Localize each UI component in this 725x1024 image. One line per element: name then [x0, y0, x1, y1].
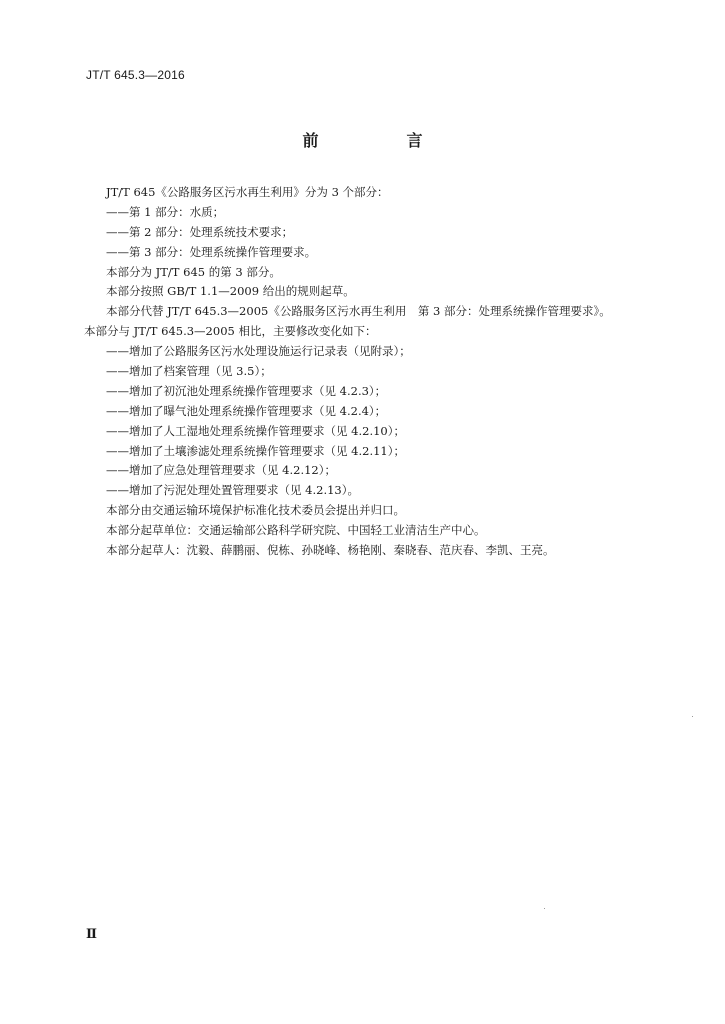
list-item-change: ——增加了土壤渗滤处理系统操作管理要求（见 4.2.11）； [106, 443, 405, 458]
list-item-change: ——增加了档案管理（见 3.5）； [106, 364, 272, 379]
paragraph-drafting-units: 本部分起草单位：交通运输部公路科学研究院、中国轻工业清洁生产中心。 [106, 523, 486, 538]
paragraph-replaces: 本部分代替 JT/T 645.3—2005《公路服务区污水再生利用 第 3 部分：处理系统操作管理要求》。 [106, 304, 611, 319]
list-item-part-3: ——第 3 部分：处理系统操作管理要求。 [106, 244, 317, 259]
list-item-part-2: ——第 2 部分：处理系统技术要求； [106, 224, 294, 239]
page-number: Ⅱ [86, 926, 97, 941]
scan-speck [692, 716, 693, 717]
paragraph-proposer: 本部分由交通运输环境保护标准化技术委员会提出并归口。 [106, 503, 405, 518]
list-item-change: ——增加了初沉池处理系统操作管理要求（见 4.2.3）； [106, 383, 387, 398]
preface-body [84, 183, 674, 561]
list-item-change: ——增加了污泥处理处置管理要求（见 4.2.13）。 [106, 483, 359, 498]
standard-code-header: JT/T 645.3—2016 [86, 68, 185, 82]
paragraph-changes-intro: 本部分与 JT/T 645.3—2005 相比，主要修改变化如下： [84, 324, 377, 339]
list-item-change: ——增加了应急处理管理要求（见 4.2.12）； [106, 463, 336, 478]
list-item-change: ——增加了曝气池处理系统操作管理要求（见 4.2.4）； [106, 403, 387, 418]
page-title: 前 言 [302, 131, 459, 150]
scan-speck [544, 908, 545, 909]
paragraph-drafters: 本部分起草人：沈毅、薛鹏丽、倪栋、孙晓峰、杨艳刚、秦晓春、范庆春、李凯、王亮。 [106, 543, 555, 558]
list-item-change: ——增加了公路服务区污水处理设施运行记录表（见附录）； [106, 344, 411, 359]
list-item-change: ——增加了人工湿地处理系统操作管理要求（见 4.2.10）； [106, 423, 405, 438]
paragraph-intro: JT/T 645《公路服务区污水再生利用》分为 3 个部分： [106, 185, 389, 199]
list-item-part-1: ——第 1 部分：水质； [106, 204, 225, 219]
paragraph-scope: 本部分为 JT/T 645 的第 3 部分。 [106, 264, 281, 279]
paragraph-drafting-rules: 本部分按照 GB/T 1.1—2009 给出的规则起草。 [106, 284, 355, 299]
